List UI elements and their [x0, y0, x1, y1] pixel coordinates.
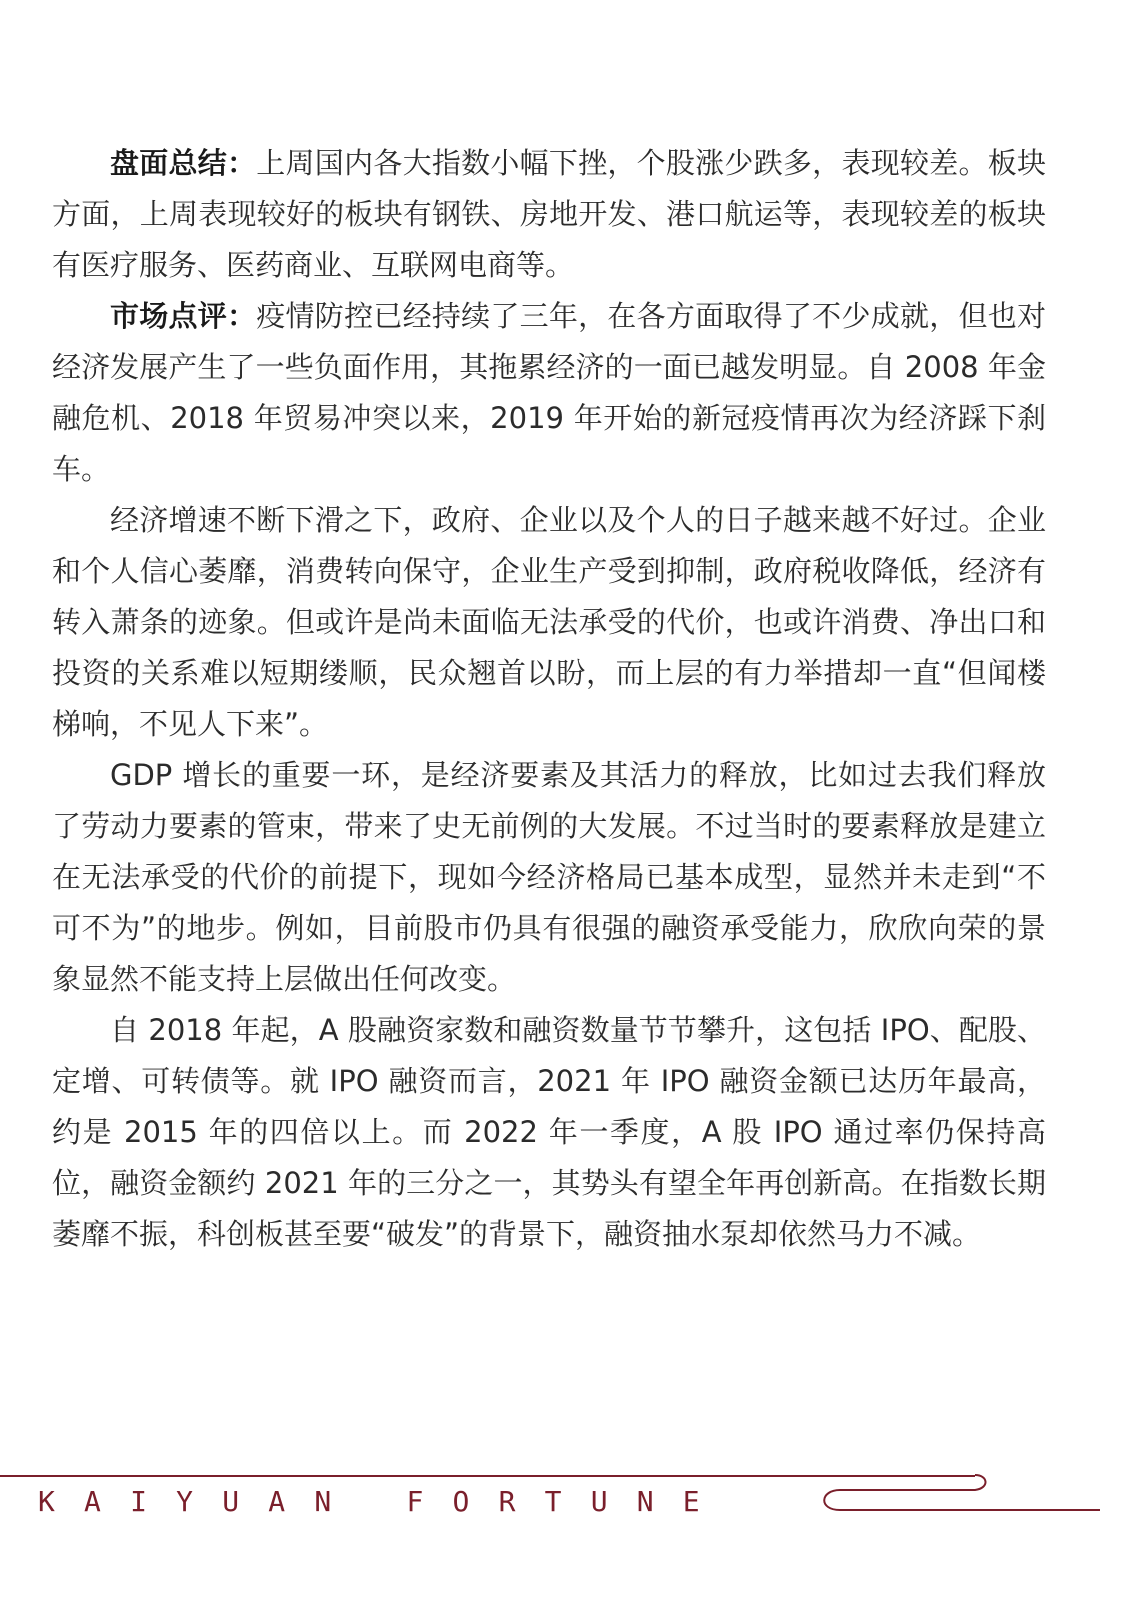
swoosh-decoration: [810, 1470, 1110, 1520]
paragraph: [52, 750, 1046, 1005]
article-body: [52, 138, 1046, 1260]
paragraph-text: 经济增速不断下滑之下，政府、企业以及个人的日子越来越不好过。企业和个人信心萎靡，消费转向保守，企业生产受到抑制，政府税收降低，经济有转入萧条的迹象。但或许是尚未面临无法承受的代价，也或许消费、净出口和投资的关系难以短期缕顺，民众翘首以盼，而上层的有力举措却一直“但闻楼梯响，不见人下来”。: [52, 503, 1046, 741]
paragraph: [52, 495, 1046, 750]
paragraph: [52, 1005, 1046, 1260]
paragraph-summary: [52, 138, 1046, 291]
paragraph-text: 上周国内各大指数小幅下挫，个股涨少跌多，表现较差。板块方面，上周表现较好的板块有钢铁、房地开发、港口航运等，表现较差的板块有医疗服务、医药商业、互联网电商等。: [52, 146, 1046, 282]
paragraph-text: 自 2018 年起，A 股融资家数和融资数量节节攀升，这包括 IPO、配股、定增、可转债等。就 IPO 融资而言，2021 年 IPO 融资金额已达历年最高，约是 2015 年的四倍以上。而 2022 年一季度，A 股 IPO 通过率仍保持高位，融资金额约 2021 年的三分之一，其势头有望全年再创新高。在指数长期萎靡不振，科创板甚至要“破发”的背景下，融资抽水泵却依然马力不减。: [52, 1013, 1046, 1251]
paragraph-text: 疫情防控已经持续了三年，在各方面取得了不少成就，但也对经济发展产生了一些负面作用，其拖累经济的一面已越发明显。自 2008 年金融危机、2018 年贸易冲突以来，2019 年开始的新冠疫情再次为经济踩下刹车。: [52, 299, 1046, 486]
paragraph-label: 市场点评：: [110, 299, 257, 333]
paragraph-text: GDP 增长的重要一环，是经济要素及其活力的释放，比如过去我们释放了劳动力要素的管束，带来了史无前例的大发展。不过当时的要素释放是建立在无法承受的代价的前提下，现如今经济格局已基本成型，显然并未走到“不可不为”的地步。例如，目前股市仍具有很强的融资承受能力，欣欣向荣的景象显然不能支持上层做出任何改变。: [52, 758, 1046, 996]
paragraph-market-review: [52, 291, 1046, 495]
paragraph-label: 盘面总结：: [110, 146, 257, 180]
footer-brand: KAIYUAN FORTUNE: [38, 1485, 729, 1518]
